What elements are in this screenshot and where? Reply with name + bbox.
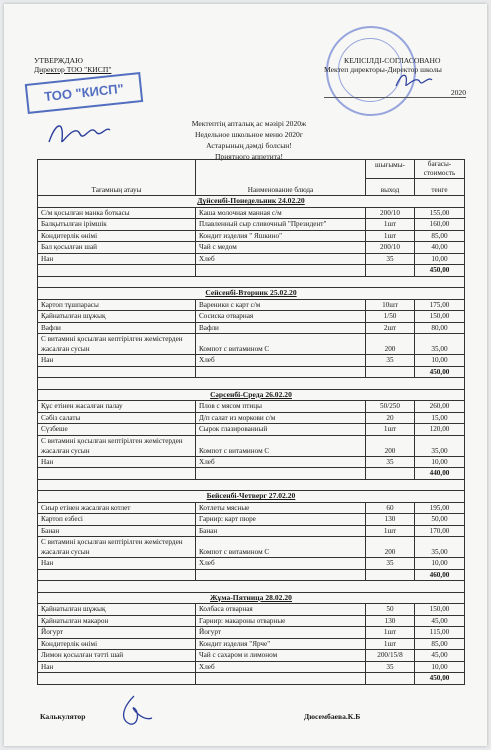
total-empty: [38, 366, 196, 378]
dish-name-kz: Қайнатылған шұжық: [38, 311, 196, 323]
dish-price: 150,00: [415, 311, 465, 323]
total-empty: [196, 468, 366, 480]
dish-name-kz: С витамині қосылған кептірілген жемістерден жасалған сусын: [38, 435, 196, 456]
dish-yield: 10шт: [366, 299, 415, 311]
dish-name-kz: Банан: [38, 525, 196, 537]
dish-price: 10,00: [415, 355, 465, 367]
day-title: Бейсенбі-Четверг 27.02.20: [38, 491, 465, 503]
menu-item-row: [38, 242, 465, 254]
menu-item-row: [38, 435, 465, 456]
total-empty: [38, 673, 196, 685]
dish-name-ru: Хлеб: [196, 456, 366, 468]
menu-item-row: [38, 502, 465, 514]
dish-name-ru: Сосиска отварная: [196, 311, 366, 323]
dish-yield: 130: [366, 514, 415, 526]
wish-kz: Астарының дәмді болсын!: [206, 141, 292, 150]
dish-name-ru: Каша молочная манная с/м: [196, 207, 366, 219]
dish-price: 115,00: [415, 627, 465, 639]
dish-yield: 1шт: [366, 219, 415, 231]
dish-price: 150,00: [415, 604, 465, 616]
menu-item-row: [38, 558, 465, 570]
day-header-row: [38, 592, 465, 604]
header-price-mid-text: стоимость: [423, 169, 456, 177]
dish-name-kz: Сәбіз салаты: [38, 412, 196, 424]
dish-name-kz: С витамині қосылған кептірілген жемістерден жасалған сусын: [38, 334, 196, 355]
dish-price: 10,00: [415, 558, 465, 570]
dish-name-ru: Сырок глазированный: [196, 424, 366, 436]
dish-yield: 1/50: [366, 311, 415, 323]
spacer-cell: [38, 581, 465, 593]
total-empty: [38, 265, 196, 277]
dish-price: 35,00: [415, 537, 465, 558]
dish-name-kz: Вафли: [38, 322, 196, 334]
dish-name-kz: Нан: [38, 558, 196, 570]
day-title: Сәрсенбі-Среда 26.02.20: [38, 389, 465, 401]
dish-yield: 130: [366, 615, 415, 627]
dish-yield: 35: [366, 355, 415, 367]
dish-yield: 1шт: [366, 638, 415, 650]
header-kz-name: Тағамның атауы: [38, 160, 196, 196]
dish-yield: 60: [366, 502, 415, 514]
day-total-row: [38, 673, 465, 685]
menu-table: [37, 159, 465, 685]
title-kz: Мектептің апталық ас мәзірі 2020ж: [191, 119, 307, 128]
day-spacer: [38, 378, 465, 390]
dish-price: 170,00: [415, 525, 465, 537]
header-price-top-text: бағасы-: [427, 160, 452, 168]
total-empty: [366, 468, 415, 480]
spacer-cell: [38, 479, 465, 491]
menu-item-row: [38, 638, 465, 650]
dish-price: 10,00: [415, 661, 465, 673]
dish-yield: 2шт: [366, 322, 415, 334]
menu-item-row: [38, 230, 465, 242]
dish-yield: 50: [366, 604, 415, 616]
total-empty: [38, 569, 196, 581]
dish-price: 35,00: [415, 334, 465, 355]
menu-item-row: [38, 401, 465, 413]
spacer-cell: [38, 276, 465, 288]
menu-item-row: [38, 412, 465, 424]
dish-yield: 1шт: [366, 424, 415, 436]
day-spacer: [38, 581, 465, 593]
dish-name-ru: Компот с витамином С: [196, 537, 366, 558]
dish-name-kz: Нан: [38, 456, 196, 468]
dish-price: 175,00: [415, 299, 465, 311]
dish-name-ru: Компот с витамином С: [196, 334, 366, 355]
menu-item-row: [38, 334, 465, 355]
menu-item-row: [38, 299, 465, 311]
header-price-top: [415, 160, 465, 179]
day-header-row: [38, 288, 465, 300]
dish-yield: 1шт: [366, 230, 415, 242]
day-total-row: [38, 366, 465, 378]
dish-name-ru: Компот с витамином С: [196, 435, 366, 456]
menu-item-row: [38, 537, 465, 558]
dish-name-kz: Қайнатылған макарон: [38, 615, 196, 627]
dish-name-kz: Картоп езбесі: [38, 514, 196, 526]
footer-name: Дюсембаева.К.Б: [304, 712, 361, 721]
dish-name-ru: Хлеб: [196, 355, 366, 367]
dish-yield: 200/15/8: [366, 650, 415, 662]
dish-name-kz: Кондитерлік өнімі: [38, 638, 196, 650]
day-header-row: [38, 491, 465, 503]
menu-document: [4, 4, 487, 746]
dish-yield: 1шт: [366, 525, 415, 537]
menu-item-row: [38, 424, 465, 436]
approve-title: УТВЕРЖДАЮ: [34, 56, 83, 65]
dish-name-kz: Нан: [38, 253, 196, 265]
dish-name-kz: Йогурт: [38, 627, 196, 639]
menu-item-row: [38, 219, 465, 231]
dish-yield: 50/250: [366, 401, 415, 413]
dish-name-ru: Кондит изделия "Ярче": [196, 638, 366, 650]
dish-name-kz: Балқытылған ірімшік: [38, 219, 196, 231]
total-empty: [196, 265, 366, 277]
day-header-row: [38, 196, 465, 208]
footer-calculator: Калькулятор: [40, 712, 86, 721]
day-title: Жұма-Пятница 28.02.20: [38, 592, 465, 604]
dish-name-ru: Йогурт: [196, 627, 366, 639]
dish-price: 50,00: [415, 514, 465, 526]
header-price-unit: тенге: [415, 179, 465, 196]
total-empty: [196, 569, 366, 581]
dish-name-ru: Хлеб: [196, 661, 366, 673]
day-total: 460,00: [415, 569, 465, 581]
dish-yield: 200/10: [366, 242, 415, 254]
menu-item-row: [38, 355, 465, 367]
dish-yield: 200: [366, 537, 415, 558]
dish-price: 85,00: [415, 638, 465, 650]
dish-name-ru: Котлеты мясные: [196, 502, 366, 514]
table-header-row: [38, 160, 465, 179]
dish-price: 45,00: [415, 650, 465, 662]
dish-name-ru: Банан: [196, 525, 366, 537]
dish-name-kz: Бал қосылған шай: [38, 242, 196, 254]
header-yield: выход: [366, 179, 415, 196]
menu-item-row: [38, 661, 465, 673]
dish-name-kz: Картоп тұшпарасы: [38, 299, 196, 311]
total-empty: [366, 366, 415, 378]
menu-item-row: [38, 627, 465, 639]
menu-item-row: [38, 311, 465, 323]
menu-titles: [134, 118, 364, 162]
menu-item-row: [38, 207, 465, 219]
dish-price: 40,00: [415, 242, 465, 254]
dish-yield: 200: [366, 334, 415, 355]
dish-yield: 35: [366, 456, 415, 468]
calculator-signature: [116, 694, 156, 728]
dish-name-ru: Плавленный сыр сливочный "Президент": [196, 219, 366, 231]
dish-price: 155,00: [415, 207, 465, 219]
dish-yield: 200: [366, 435, 415, 456]
total-empty: [38, 468, 196, 480]
dish-yield: 1шт: [366, 627, 415, 639]
dish-price: 160,00: [415, 219, 465, 231]
menu-item-row: [38, 322, 465, 334]
dish-price: 10,00: [415, 253, 465, 265]
dish-price: 85,00: [415, 230, 465, 242]
day-header-row: [38, 389, 465, 401]
dish-price: 120,00: [415, 424, 465, 436]
dish-name-kz: Сиыр етінен жасалған котлет: [38, 502, 196, 514]
menu-item-row: [38, 525, 465, 537]
agreed-signature: [394, 68, 434, 92]
dish-name-kz: Кондитерлік өнімі: [38, 230, 196, 242]
approve-director: Директор ТОО "КИСП": [34, 65, 112, 74]
dish-yield: 35: [366, 558, 415, 570]
dish-name-kz: Нан: [38, 355, 196, 367]
dish-name-kz: Лимон қосылған тәтті шай: [38, 650, 196, 662]
menu-item-row: [38, 650, 465, 662]
day-title: Дүйсенбі-Понедельник 24.02.20: [38, 196, 465, 208]
day-total: 450,00: [415, 265, 465, 277]
header-yield-top: шығымы-: [366, 160, 415, 179]
wish-ru: Приятного аппетита!: [214, 152, 284, 161]
company-stamp: ТОО "КИСП": [25, 72, 144, 114]
dish-name-ru: Кондит изделия " Яшкино": [196, 230, 366, 242]
dish-name-ru: Чай с сахаром и лимоном: [196, 650, 366, 662]
spacer-cell: [38, 378, 465, 390]
dish-name-ru: Гарнир: карт пюре: [196, 514, 366, 526]
dish-name-ru: Вареники с карт с/м: [196, 299, 366, 311]
total-empty: [366, 569, 415, 581]
day-total: 450,00: [415, 366, 465, 378]
dish-yield: 35: [366, 253, 415, 265]
dish-price: 10,00: [415, 456, 465, 468]
dish-name-ru: Чай с медом: [196, 242, 366, 254]
dish-price: 260,00: [415, 401, 465, 413]
day-title: Сейсенбі-Вторник 25.02.20: [38, 288, 465, 300]
menu-item-row: [38, 615, 465, 627]
dish-name-kz: Нан: [38, 661, 196, 673]
total-empty: [366, 673, 415, 685]
day-total-row: [38, 265, 465, 277]
director-signature: [44, 112, 114, 152]
total-empty: [366, 265, 415, 277]
day-spacer: [38, 479, 465, 491]
title-ru: Недельное школьное меню 2020г: [195, 130, 303, 139]
dish-name-kz: Сүзбеше: [38, 424, 196, 436]
dish-name-ru: Д/п салат из моркови с/м: [196, 412, 366, 424]
dish-price: 45,00: [415, 615, 465, 627]
day-total-row: [38, 468, 465, 480]
dish-name-ru: Плов с мясом птицы: [196, 401, 366, 413]
dish-name-kz: Құс етінен жасалған палау: [38, 401, 196, 413]
dish-yield: 200/10: [366, 207, 415, 219]
menu-item-row: [38, 604, 465, 616]
total-empty: [196, 366, 366, 378]
day-spacer: [38, 276, 465, 288]
dish-yield: 35: [366, 661, 415, 673]
menu-item-row: [38, 456, 465, 468]
approve-block: [34, 56, 111, 74]
dish-price: 15,00: [415, 412, 465, 424]
menu-item-row: [38, 514, 465, 526]
menu-item-row: [38, 253, 465, 265]
dish-price: 80,00: [415, 322, 465, 334]
day-total-row: [38, 569, 465, 581]
dish-name-kz: С витамині қосылған кептірілген жемістерден жасалған сусын: [38, 537, 196, 558]
dish-name-kz: Қайнатылған шұжық: [38, 604, 196, 616]
dish-name-ru: Хлеб: [196, 253, 366, 265]
dish-price: 35,00: [415, 435, 465, 456]
agreed-year: 2020: [450, 88, 466, 97]
dish-name-kz: С/м қосылған манка боткасы: [38, 207, 196, 219]
agreed-line2: Мектеп директоры-Директор школы: [324, 65, 442, 74]
dish-name-ru: Гарнир: макароны отварные: [196, 615, 366, 627]
dish-name-ru: Колбаса отварная: [196, 604, 366, 616]
dish-yield: 20: [366, 412, 415, 424]
dish-name-ru: Хлеб: [196, 558, 366, 570]
total-empty: [196, 673, 366, 685]
header-ru-name: Наименование блюда: [196, 160, 366, 196]
day-total: 450,00: [415, 673, 465, 685]
agreed-line1: КЕЛІСІЛДІ-СОГЛАСОВАНО: [344, 56, 441, 65]
dish-name-ru: Вафли: [196, 322, 366, 334]
day-total: 440,00: [415, 468, 465, 480]
dish-price: 195,00: [415, 502, 465, 514]
